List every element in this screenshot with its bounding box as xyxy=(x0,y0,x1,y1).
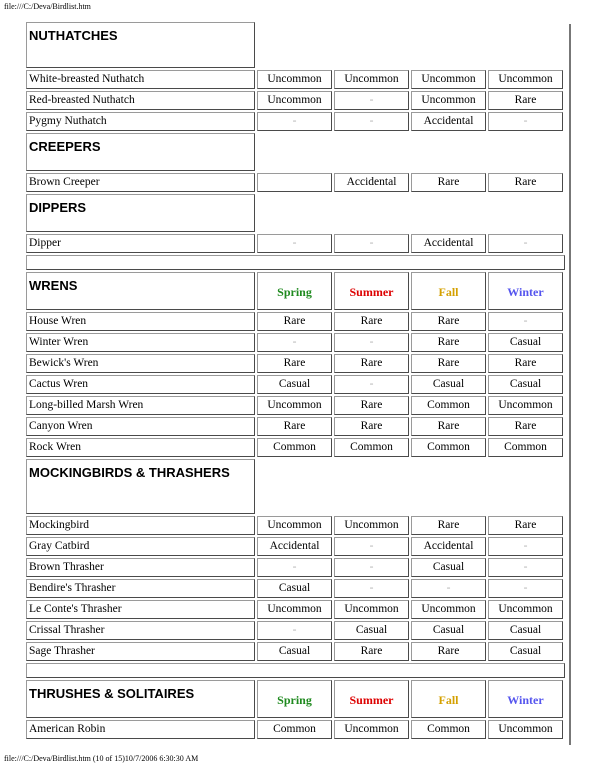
abundance-spring: Uncommon xyxy=(257,396,332,415)
abundance-spring: - xyxy=(257,558,332,577)
bird-name: White-breasted Nuthatch xyxy=(26,70,255,89)
abundance-winter: Casual xyxy=(488,375,563,394)
table-row xyxy=(25,374,566,395)
abundance-spring: Accidental xyxy=(257,537,332,556)
abundance-winter: - xyxy=(488,312,563,331)
abundance-summer: - xyxy=(334,537,409,556)
abundance-winter: Uncommon xyxy=(488,720,563,739)
abundance-spring: Uncommon xyxy=(257,516,332,535)
table-row xyxy=(25,416,566,437)
bird-checklist-table xyxy=(25,21,566,740)
abundance-winter: Rare xyxy=(488,173,563,192)
abundance-winter: Casual xyxy=(488,621,563,640)
abundance-summer: Casual xyxy=(334,621,409,640)
spacer-row xyxy=(25,662,566,679)
abundance-summer: Common xyxy=(334,438,409,457)
abundance-winter: - xyxy=(488,558,563,577)
abundance-summer: Rare xyxy=(334,396,409,415)
abundance-summer: Uncommon xyxy=(334,600,409,619)
abundance-fall: Rare xyxy=(411,312,486,331)
abundance-fall: - xyxy=(411,579,486,598)
abundance-fall: Casual xyxy=(411,558,486,577)
table-row xyxy=(25,395,566,416)
bird-name: Bewick's Wren xyxy=(26,354,255,373)
table-row xyxy=(25,536,566,557)
blank-row-cell xyxy=(26,255,565,270)
abundance-summer: - xyxy=(334,333,409,352)
abundance-summer: Accidental xyxy=(334,173,409,192)
table-row xyxy=(25,578,566,599)
bird-name: Cactus Wren xyxy=(26,375,255,394)
abundance-summer: - xyxy=(334,375,409,394)
table-row xyxy=(25,719,566,740)
page-header-url: file:///C:/Deva/Birdlist.htm xyxy=(4,2,91,11)
abundance-fall: Rare xyxy=(411,516,486,535)
abundance-fall: Rare xyxy=(411,173,486,192)
abundance-spring: Rare xyxy=(257,312,332,331)
abundance-summer: - xyxy=(334,112,409,131)
season-header-winter: Winter xyxy=(488,272,563,310)
abundance-fall: Uncommon xyxy=(411,91,486,110)
table-row xyxy=(25,437,566,458)
abundance-winter: Rare xyxy=(488,417,563,436)
bird-name: Long-billed Marsh Wren xyxy=(26,396,255,415)
page-footer: file:///C:/Deva/Birdlist.htm (10 of 15)10/7/2006 6:30:30 AM xyxy=(4,754,199,763)
table-row xyxy=(25,332,566,353)
group-title: DIPPERS xyxy=(26,194,255,232)
abundance-fall: Accidental xyxy=(411,537,486,556)
table-row xyxy=(25,69,566,90)
season-header-fall: Fall xyxy=(411,272,486,310)
abundance-spring: - xyxy=(257,621,332,640)
abundance-summer: Rare xyxy=(334,354,409,373)
abundance-winter: Casual xyxy=(488,333,563,352)
abundance-fall: Common xyxy=(411,438,486,457)
abundance-summer: Rare xyxy=(334,312,409,331)
abundance-fall: Common xyxy=(411,396,486,415)
table-row xyxy=(25,172,566,193)
bird-name: Dipper xyxy=(26,234,255,253)
abundance-spring: Casual xyxy=(257,375,332,394)
abundance-spring: - xyxy=(257,234,332,253)
spacer-row xyxy=(25,254,566,271)
bird-name: Brown Thrasher xyxy=(26,558,255,577)
season-header-spring: Spring xyxy=(257,272,332,310)
abundance-winter: - xyxy=(488,537,563,556)
bird-name: Canyon Wren xyxy=(26,417,255,436)
abundance-winter: Uncommon xyxy=(488,396,563,415)
abundance-fall: Rare xyxy=(411,642,486,661)
group-title: THRUSHES & SOLITAIRES xyxy=(26,680,255,718)
table-row xyxy=(25,641,566,662)
bird-name: American Robin xyxy=(26,720,255,739)
abundance-summer: Uncommon xyxy=(334,720,409,739)
season-header-fall: Fall xyxy=(411,680,486,718)
abundance-spring: Casual xyxy=(257,579,332,598)
table-row xyxy=(25,353,566,374)
bird-name: Red-breasted Nuthatch xyxy=(26,91,255,110)
season-header-winter: Winter xyxy=(488,680,563,718)
abundance-fall: Casual xyxy=(411,375,486,394)
abundance-winter: Common xyxy=(488,438,563,457)
group-header-row xyxy=(25,271,566,311)
abundance-fall: Uncommon xyxy=(411,70,486,89)
bird-name: Rock Wren xyxy=(26,438,255,457)
abundance-winter: - xyxy=(488,579,563,598)
bird-name: Crissal Thrasher xyxy=(26,621,255,640)
group-header-row xyxy=(25,21,566,69)
abundance-summer: - xyxy=(334,558,409,577)
abundance-spring: Uncommon xyxy=(257,91,332,110)
bird-name: Gray Catbird xyxy=(26,537,255,556)
bird-name: Sage Thrasher xyxy=(26,642,255,661)
group-header-row xyxy=(25,458,566,515)
abundance-winter: - xyxy=(488,112,563,131)
abundance-fall: Rare xyxy=(411,354,486,373)
table-row xyxy=(25,557,566,578)
abundance-summer: Uncommon xyxy=(334,70,409,89)
abundance-fall: Accidental xyxy=(411,234,486,253)
season-header-summer: Summer xyxy=(334,272,409,310)
abundance-summer: - xyxy=(334,91,409,110)
abundance-winter: Rare xyxy=(488,516,563,535)
abundance-summer: Uncommon xyxy=(334,516,409,535)
group-title: NUTHATCHES xyxy=(26,22,255,68)
abundance-spring: - xyxy=(257,112,332,131)
abundance-fall: Common xyxy=(411,720,486,739)
bird-name: Bendire's Thrasher xyxy=(26,579,255,598)
bird-name: Pygmy Nuthatch xyxy=(26,112,255,131)
group-title: WRENS xyxy=(26,272,255,310)
group-header-row xyxy=(25,132,566,172)
page-edge-divider xyxy=(569,24,571,745)
group-title: MOCKINGBIRDS & THRASHERS xyxy=(26,459,255,514)
abundance-winter: Rare xyxy=(488,91,563,110)
abundance-summer: Rare xyxy=(334,417,409,436)
abundance-spring: Common xyxy=(257,438,332,457)
abundance-winter: Uncommon xyxy=(488,600,563,619)
abundance-winter: Rare xyxy=(488,354,563,373)
abundance-spring xyxy=(257,173,332,192)
abundance-spring: Rare xyxy=(257,354,332,373)
table-row xyxy=(25,599,566,620)
abundance-fall: Uncommon xyxy=(411,600,486,619)
bird-name: Le Conte's Thrasher xyxy=(26,600,255,619)
abundance-summer: Rare xyxy=(334,642,409,661)
season-header-spring: Spring xyxy=(257,680,332,718)
table-row xyxy=(25,233,566,254)
abundance-fall: Rare xyxy=(411,333,486,352)
group-title: CREEPERS xyxy=(26,133,255,171)
abundance-spring: Uncommon xyxy=(257,600,332,619)
blank-row-cell xyxy=(26,663,565,678)
table-row xyxy=(25,311,566,332)
bird-name: Mockingbird xyxy=(26,516,255,535)
abundance-spring: Common xyxy=(257,720,332,739)
group-header-row xyxy=(25,679,566,719)
abundance-spring: Casual xyxy=(257,642,332,661)
abundance-fall: Rare xyxy=(411,417,486,436)
abundance-summer: - xyxy=(334,579,409,598)
table-row xyxy=(25,620,566,641)
abundance-spring: Rare xyxy=(257,417,332,436)
abundance-spring: - xyxy=(257,333,332,352)
abundance-winter: - xyxy=(488,234,563,253)
abundance-winter: Uncommon xyxy=(488,70,563,89)
season-header-summer: Summer xyxy=(334,680,409,718)
table-row xyxy=(25,90,566,111)
abundance-summer: - xyxy=(334,234,409,253)
abundance-spring: Uncommon xyxy=(257,70,332,89)
bird-name: House Wren xyxy=(26,312,255,331)
abundance-winter: Casual xyxy=(488,642,563,661)
bird-name: Brown Creeper xyxy=(26,173,255,192)
table-row xyxy=(25,515,566,536)
table-row xyxy=(25,111,566,132)
bird-name: Winter Wren xyxy=(26,333,255,352)
group-header-row xyxy=(25,193,566,233)
abundance-fall: Accidental xyxy=(411,112,486,131)
abundance-fall: Casual xyxy=(411,621,486,640)
